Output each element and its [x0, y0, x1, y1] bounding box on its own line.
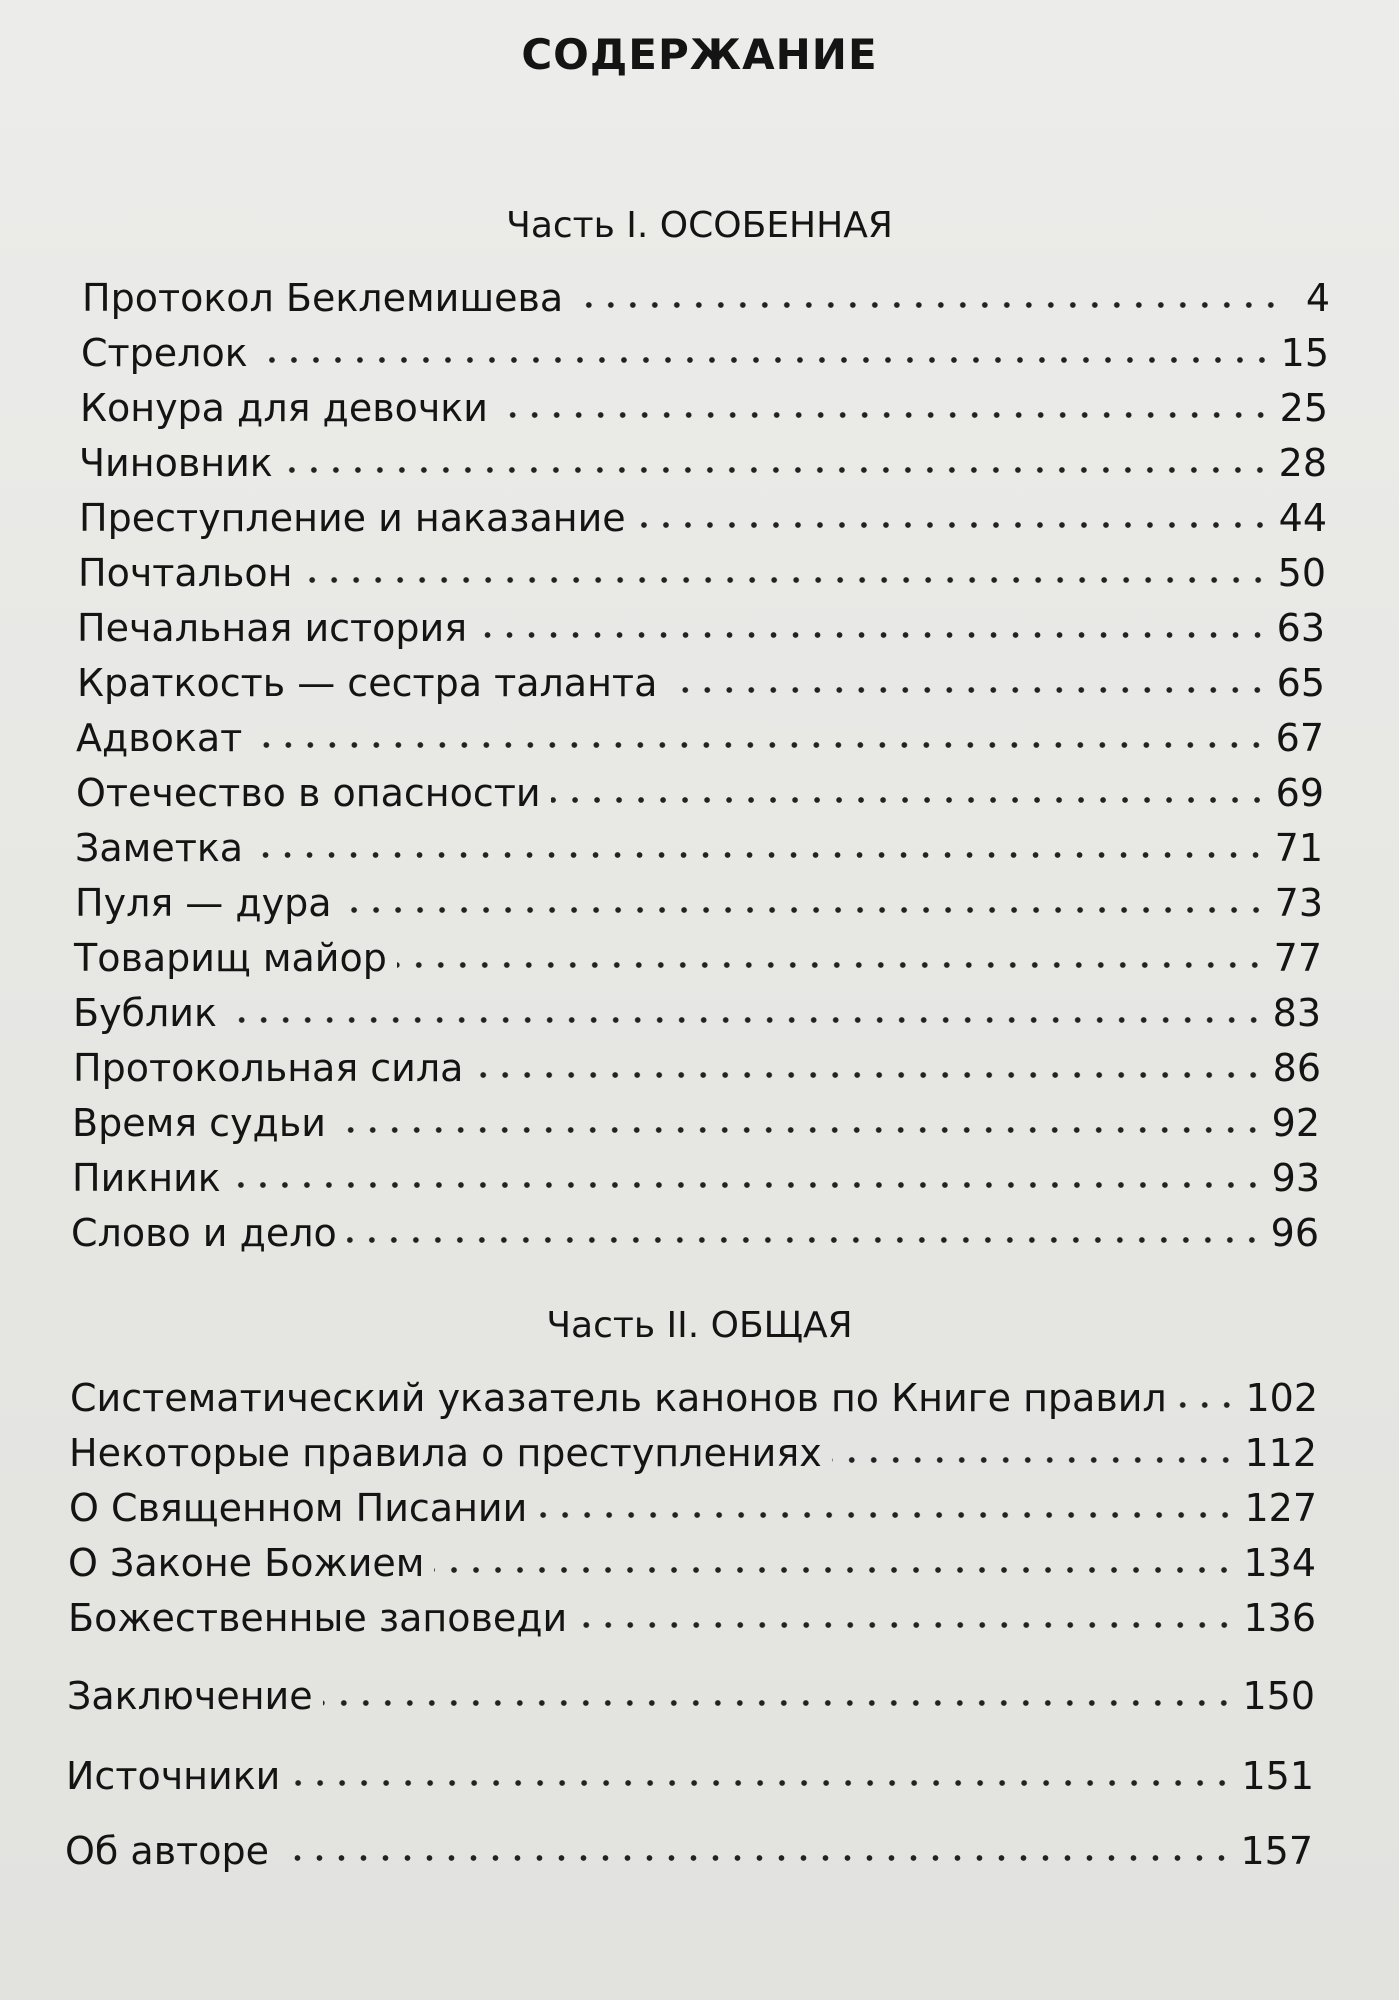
- toc-entry-title: Адвокат: [76, 716, 243, 760]
- toc-entry-page: 96: [1270, 1211, 1319, 1255]
- part2-heading: Часть II. ОБЩАЯ: [546, 1305, 853, 1346]
- toc-entry-page: 151: [1241, 1754, 1314, 1798]
- toc-entry-title: Источники: [66, 1754, 281, 1798]
- toc-entry-title: Конура для девочки: [80, 386, 488, 430]
- dot-leader: [434, 1565, 1235, 1575]
- toc-entry[interactable]: [70, 1366, 1318, 1420]
- toc-entry[interactable]: [75, 816, 1323, 870]
- toc-entry-title: Об авторе: [65, 1829, 269, 1873]
- dot-leader: [636, 520, 1271, 530]
- toc-entry[interactable]: [73, 1036, 1321, 1090]
- toc-entry-page: 157: [1240, 1829, 1313, 1873]
- toc-entry[interactable]: [82, 266, 1330, 320]
- toc-entry-page: 86: [1272, 1046, 1321, 1090]
- toc-entry[interactable]: [69, 1476, 1317, 1530]
- toc-entry-page: 92: [1271, 1101, 1320, 1145]
- toc-entry-title: Пуля — дура: [75, 881, 332, 925]
- toc-entry-page: 15: [1280, 331, 1329, 375]
- toc-entry-title: Заключение: [67, 1674, 313, 1718]
- dot-leader: [573, 300, 1282, 310]
- dot-leader: [577, 1620, 1235, 1630]
- toc-entry[interactable]: [72, 1146, 1320, 1200]
- toc-entry-title: Печальная история: [77, 606, 468, 650]
- dot-leader: [258, 355, 1273, 365]
- dot-leader: [551, 795, 1268, 805]
- dot-leader: [253, 850, 1267, 860]
- toc-entry-title: Чиновник: [79, 441, 273, 485]
- dot-leader: [537, 1510, 1236, 1520]
- toc-entry-page: 67: [1275, 716, 1324, 760]
- toc-entry-title: О Законе Божием: [68, 1541, 425, 1585]
- toc-entry-title: Почтальон: [78, 551, 293, 595]
- toc-entry[interactable]: [71, 1201, 1319, 1255]
- toc-entry-title: О Священном Писании: [69, 1486, 528, 1530]
- dot-leader: [227, 1015, 1265, 1025]
- part1-heading: Часть I. ОСОБЕННАЯ: [506, 205, 893, 246]
- toc-entry-title: Отечество в опасности: [76, 771, 541, 815]
- toc-entry-title: Протокольная сила: [73, 1046, 464, 1090]
- toc-entry-page: 44: [1278, 496, 1327, 540]
- toc-entry-page: 71: [1274, 826, 1323, 870]
- dot-leader: [290, 1778, 1233, 1788]
- toc-entry-page: 83: [1272, 991, 1321, 1035]
- toc-entry-page: 136: [1243, 1596, 1316, 1640]
- toc-entry[interactable]: [72, 1091, 1320, 1145]
- toc-entry-page: 102: [1245, 1376, 1318, 1420]
- toc-entry-title: Время судьи: [72, 1101, 326, 1145]
- toc-entry[interactable]: [68, 1586, 1316, 1640]
- toc-entry[interactable]: [69, 1421, 1317, 1475]
- toc-entry-page: 127: [1244, 1486, 1317, 1530]
- toc-entry[interactable]: [76, 706, 1324, 760]
- toc-entry[interactable]: [65, 1819, 1313, 1873]
- dot-leader: [1177, 1400, 1238, 1410]
- toc-entry-page: 69: [1275, 771, 1324, 815]
- toc-entry[interactable]: [75, 871, 1323, 925]
- toc-entry-title: Преступление и наказание: [79, 496, 626, 540]
- dot-leader: [342, 905, 1267, 915]
- toc-entry[interactable]: [80, 376, 1328, 430]
- dot-leader: [252, 740, 1267, 750]
- dot-leader: [347, 1235, 1263, 1245]
- dot-leader: [323, 1698, 1235, 1708]
- toc-entry-page: 134: [1243, 1541, 1316, 1585]
- toc-entry[interactable]: [77, 596, 1325, 650]
- toc-entry-page: 150: [1242, 1674, 1315, 1718]
- dot-leader: [231, 1180, 1264, 1190]
- toc-entry[interactable]: [76, 761, 1324, 815]
- toc-entry-title: Краткость — сестра таланта: [77, 661, 658, 705]
- toc-entry[interactable]: [79, 486, 1327, 540]
- toc-entry-title: Стрелок: [81, 331, 248, 375]
- dot-leader: [336, 1125, 1264, 1135]
- toc-entry-page: 63: [1276, 606, 1325, 650]
- toc-entry[interactable]: [74, 926, 1322, 980]
- dot-leader: [477, 630, 1269, 640]
- dot-leader: [283, 465, 1271, 475]
- toc-entry-title: Божественные заповеди: [68, 1596, 568, 1640]
- toc-entry-title: Заметка: [75, 826, 244, 870]
- dot-leader: [302, 575, 1269, 585]
- toc-entry-title: Систематический указатель канонов по Книге правил: [70, 1376, 1167, 1420]
- dot-leader: [473, 1070, 1264, 1080]
- toc-entry-title: Товарищ майор: [74, 936, 387, 980]
- toc-entry-page: 77: [1273, 936, 1322, 980]
- toc-entry[interactable]: [73, 981, 1321, 1035]
- dot-leader: [279, 1853, 1232, 1863]
- toc-entry-page: 73: [1274, 881, 1323, 925]
- toc-entry-page: 50: [1277, 551, 1326, 595]
- toc-entry-page: 28: [1278, 441, 1327, 485]
- toc-entry-page: 25: [1279, 386, 1328, 430]
- toc-entry-title: Протокол Беклемишева: [82, 276, 564, 320]
- toc-entry[interactable]: [81, 321, 1329, 375]
- toc-entry-page: 65: [1276, 661, 1325, 705]
- toc-entry-title: Бублик: [73, 991, 217, 1035]
- toc-entry[interactable]: [67, 1664, 1315, 1718]
- toc-entry[interactable]: [66, 1744, 1314, 1798]
- dot-leader: [667, 685, 1268, 695]
- toc-entry[interactable]: [77, 651, 1325, 705]
- toc-entry-title: Слово и дело: [71, 1211, 337, 1255]
- toc-entry[interactable]: [68, 1531, 1316, 1585]
- dot-leader: [498, 410, 1272, 420]
- toc-entry-page: 93: [1271, 1156, 1320, 1200]
- toc-entry-title: Некоторые правила о преступлениях: [69, 1431, 822, 1475]
- toc-entry-page: 4: [1305, 276, 1330, 320]
- dot-leader: [397, 960, 1266, 970]
- toc-entry-title: Пикник: [72, 1156, 221, 1200]
- toc-entry[interactable]: [79, 431, 1327, 485]
- page-title: СОДЕРЖАНИЕ: [521, 30, 878, 79]
- toc-entry[interactable]: [78, 541, 1326, 595]
- toc-entry-page: 112: [1244, 1431, 1317, 1475]
- dot-leader: [832, 1455, 1237, 1465]
